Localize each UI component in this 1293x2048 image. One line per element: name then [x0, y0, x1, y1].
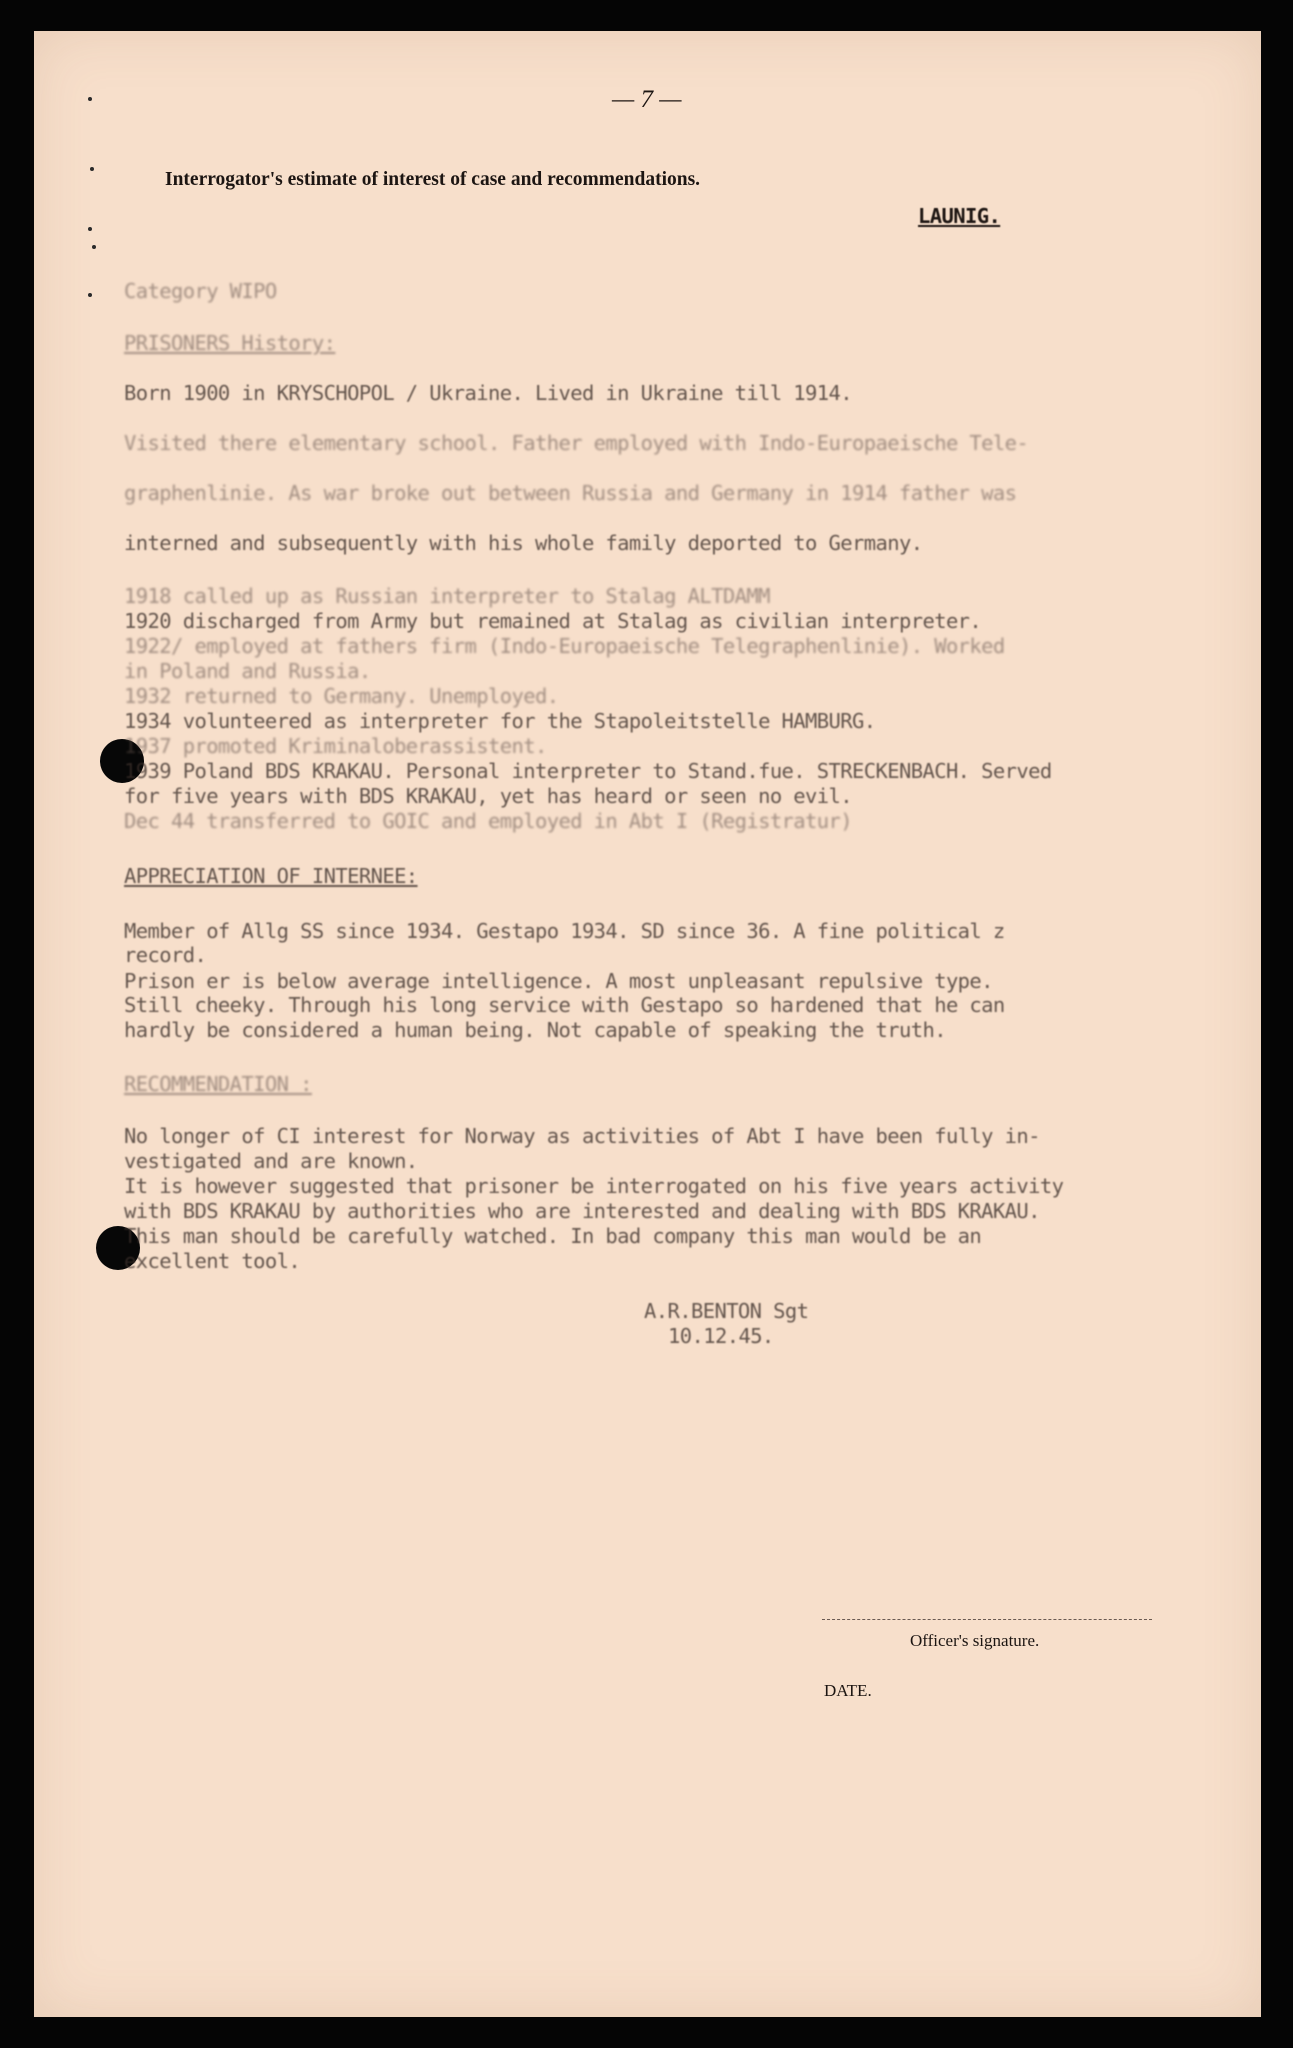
career-line: 1934 volunteered as interpreter for the Stapoleitstelle HAMBURG.	[124, 709, 876, 733]
signatory-name: A.R.BENTON Sgt	[644, 1299, 809, 1323]
signatory-date: 10.12.45.	[668, 1324, 774, 1348]
history-line: Visited there elementary school. Father employed with Indo-Europaeische Tele-	[124, 431, 1029, 455]
recommendation-line: excellent tool.	[124, 1249, 301, 1273]
recommendation-line: It is however suggested that prisoner be interrogated on his five years activity	[124, 1174, 1064, 1198]
appreciation-line: Still cheeky. Through his long service with Gestapo so hardened that he can	[124, 993, 1005, 1017]
document-page	[34, 31, 1261, 2017]
career-line: for five years with BDS KRAKAU, yet has heard or seen no evil.	[124, 784, 853, 808]
career-line: 1922/ employed at fathers firm (Indo-Europaeische Telegraphenlinie). Worked	[124, 634, 1005, 658]
recommendation-line: with BDS KRAKAU by authorities who are interested and dealing with BDS KRAKAU.	[124, 1199, 1040, 1223]
appreciation-line: hardly be considered a human being. Not capable of speaking the truth.	[124, 1018, 946, 1042]
form-heading: Interrogator's estimate of interest of case and recommendations.	[165, 169, 701, 190]
appreciation-line: Prison er is below average intelligence. A most unpleasant repulsive type.	[124, 969, 993, 993]
left-margin-speck	[90, 167, 94, 171]
history-heading: PRISONERS History:	[124, 331, 336, 355]
recommendation-line: No longer of CI interest for Norway as activities of Abt I have been fully in-	[124, 1124, 1040, 1148]
career-line: Dec 44 transferred to GOIC and employed in Abt I (Registratur)	[124, 809, 853, 833]
career-line: 1920 discharged from Army but remained at Stalag as civilian interpreter.	[124, 609, 982, 633]
officer-signature-label: Officer's signature.	[910, 1631, 1040, 1650]
appreciation-line: Member of Allg SS since 1934. Gestapo 1934. SD since 36. A fine political z	[124, 919, 1005, 943]
career-line: 1937 promoted Kriminaloberassistent.	[124, 734, 547, 758]
career-line: 1932 returned to Germany. Unemployed.	[124, 684, 559, 708]
left-margin-speck	[88, 97, 92, 101]
career-line: in Poland and Russia.	[124, 659, 371, 683]
page-number: — 7 —	[612, 86, 682, 113]
appreciation-heading: APPRECIATION OF INTERNEE:	[124, 864, 418, 888]
career-line: 1918 called up as Russian interpreter to Stalag ALTDAMM	[124, 584, 770, 608]
recommendation-line: This man should be carefully watched. In bad company this man would be an	[124, 1224, 982, 1248]
career-line: 1939 Poland BDS KRAKAU. Personal interpreter to Stand.fue. STRECKENBACH. Served	[124, 759, 1052, 783]
left-margin-speck	[88, 293, 92, 297]
officer-signature-line	[822, 1619, 1152, 1620]
left-margin-speck	[88, 227, 92, 231]
recommendation-heading: RECOMMENDATION :	[124, 1072, 312, 1096]
history-line: Born 1900 in KRYSCHOPOL / Ukraine. Lived in Ukraine till 1914.	[124, 381, 853, 405]
appreciation-line: record.	[124, 943, 207, 967]
left-margin-speck	[92, 245, 96, 249]
history-line: interned and subsequently with his whole family deported to Germany.	[124, 531, 923, 555]
category-line: Category WIPO	[124, 279, 277, 303]
history-line: graphenlinie. As war broke out between Russia and Germany in 1914 father was	[124, 481, 1017, 505]
recommendation-line: vestigated and are known.	[124, 1149, 418, 1173]
date-label: DATE.	[824, 1681, 872, 1700]
top-right-mark: LAUNIG.	[918, 204, 1001, 228]
